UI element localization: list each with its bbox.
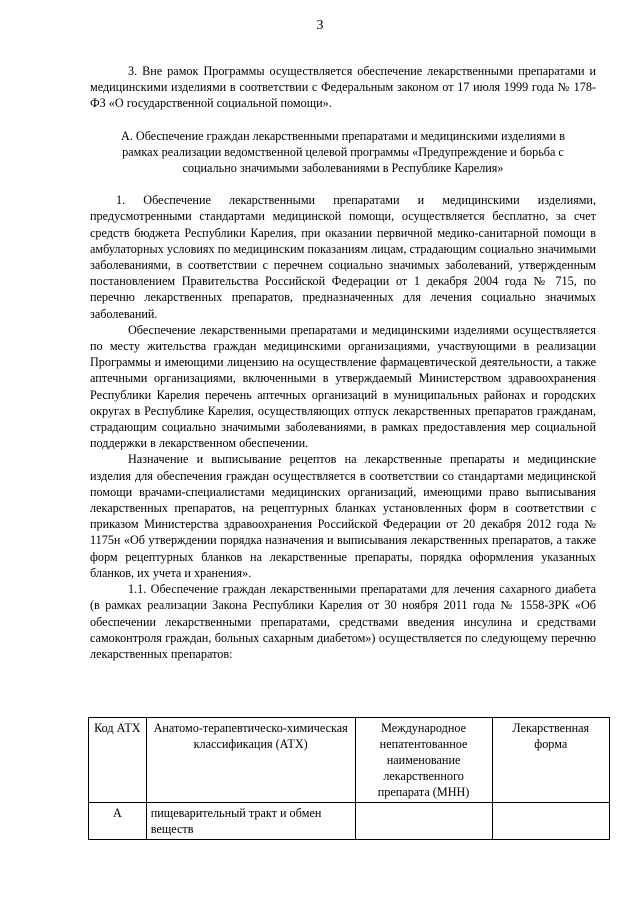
table-header-row xyxy=(89,718,610,803)
paragraph-3: 3. Вне рамок Программы осуществляется обеспечение лекарственными препаратами и медицинскими изделиями в соответствии с Федеральным законом от 17 июля 1999 года № 178-ФЗ «О государственной социальной помощи». xyxy=(90,64,596,111)
cell-atx-code: А xyxy=(89,803,147,840)
header-dosage-form: Лекарственная форма xyxy=(492,718,609,803)
cell-atx-classification: пищеварительный тракт и обмен веществ xyxy=(146,803,355,840)
page-number: 3 xyxy=(316,18,324,33)
paragraph-prescriptions: Назначение и выписывание рецептов на лекарственные препараты и медицинские изделия для обеспечения граждан осуществляется в соответствии со стандартами медицинской помощи врачами-специалистами медицинских организаций, имеющими право выписывания лекарственных препаратов, на рецептурных бланках установленных форм в соответствии с приказом Министерства здравоохранения Российской Федерации от 20 декабря 2012 года № 1175н «Об утверждении порядка назначения и выписывания лекарственных препаратов, а также форм рецептурных бланков на лекарственные препараты, порядка оформления указанных бланков, их учета и хранения». xyxy=(90,452,596,580)
paragraph-1: 1. Обеспечение лекарственными препаратами и медицинскими изделиями, предусмотренными стандартами медицинской помощи, осуществляется бесплатно, за счет средств бюджета Республики Карелия, при оказании первичной медико-санитарной помощи в амбулаторных условиях по медицинским показаниям лицам, страдающим социально значимыми заболеваниями, в соответствии с перечнем социально значимых заболеваний, утвержденным постановлением Правительства Российской Федерации от 1 декабря 2004 года № 715, по перечню лекарственных препаратов, предназначенных для лечения социально значимых заболеваний. xyxy=(90,193,596,321)
document-body xyxy=(90,63,596,662)
cell-inn xyxy=(355,803,492,840)
header-atx-classification: Анатомо-терапевтическо-химическая классификация (АТХ) xyxy=(146,718,355,803)
header-inn: Международное непатентованное наименование лекарственного препарата (МНН) xyxy=(355,718,492,803)
section-heading: А. Обеспечение граждан лекарственными препаратами и медицинскими изделиями в рамках реализации ведомственной целевой программы «Предупреждение и борьба с социально значимыми заболеваниями в Республике Карелия» xyxy=(121,128,565,176)
header-atx-code: Код АТХ xyxy=(89,718,147,803)
table-row xyxy=(89,803,610,840)
paragraph-2: Обеспечение лекарственными препаратами и медицинскими изделиями осуществляется по месту жительства граждан медицинскими организациями, участвующими в реализации Программы и имеющими лицензию на осуществление фармацевтической деятельности, а также аптечными организациями, включенными в утверждаемый Министерством здравоохранения Республики Карелия перечень аптечных организаций в муниципальных районах и городских округах в Республике Карелия, осуществляющих отпуск лекарственных препаратов гражданам, страдающим социально значимыми заболеваниями, в рамках предоставления мер социальной поддержки в лекарственном обеспечении. xyxy=(90,322,596,451)
cell-dosage-form xyxy=(492,803,609,840)
atx-table xyxy=(88,717,610,840)
paragraph-1-1: 1.1. Обеспечение граждан лекарственными препаратами для лечения сахарного диабета (в рамках реализации Закона Республики Карелия от 30 ноября 2011 года № 1558-ЗРК «Об обеспечении лекарственными препаратами, средствами введения инсулина и средствами самоконтроля граждан, больных сахарным диабетом») осуществляется по следующему перечню лекарственных препаратов: xyxy=(90,582,596,661)
